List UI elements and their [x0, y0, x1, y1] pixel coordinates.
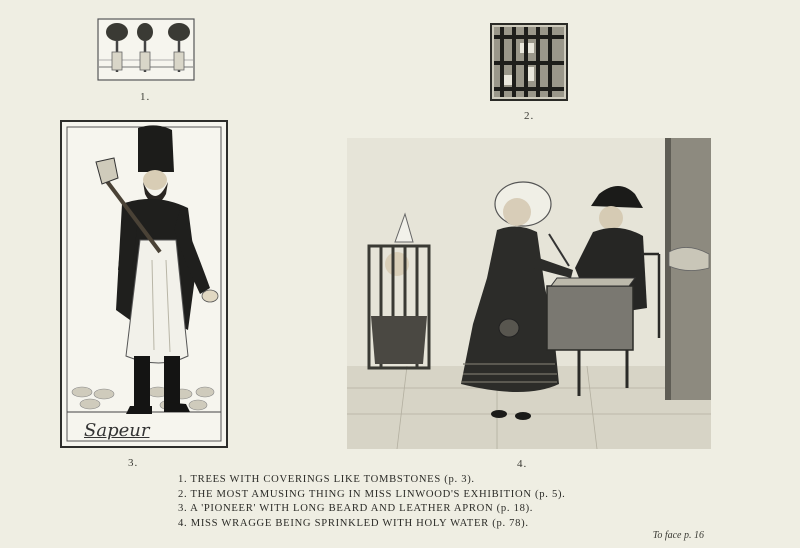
figure-4-holy-water [347, 138, 711, 449]
figure-captions [178, 473, 566, 531]
sapeur-drawing [60, 120, 228, 448]
caption-1: 1. TREES WITH COVERINGS LIKE TOMBSTONES (p. 3). [178, 474, 475, 485]
holy-water-scene-drawing [347, 138, 711, 449]
figure-3-sapeur [60, 120, 228, 448]
figure-4-number: 4. [517, 458, 528, 470]
trees-drawing [97, 18, 195, 81]
caption-4: 4. MISS WRAGGE BEING SPRINKLED WITH HOLY WATER (p. 78). [178, 517, 529, 529]
caption-3: 3. A 'PIONEER' WITH LONG BEARD AND LEATHER APRON (p. 18). [178, 503, 534, 515]
figure-2-number: 2. [524, 110, 535, 122]
figure-3-number: 3. [128, 457, 139, 469]
sapeur-inscription: Sapeur [84, 420, 150, 441]
figure-2-window [490, 23, 568, 101]
page-reference: To face p. 16 [652, 530, 704, 541]
figure-1-number: 1. [140, 91, 151, 103]
caption-2: 2. THE MOST AMUSING THING IN MISS LINWOOD'S EXHIBITION (p. 5). [178, 488, 566, 500]
barred-window-drawing [490, 23, 568, 101]
figure-1-trees [97, 18, 195, 81]
